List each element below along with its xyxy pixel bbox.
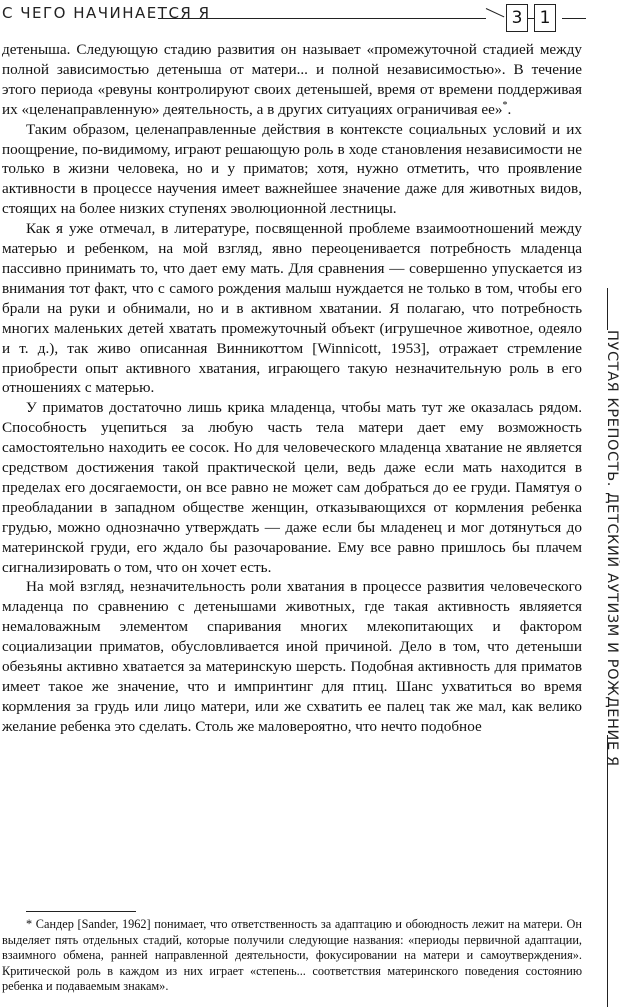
paragraph-end: . [507, 100, 512, 118]
paragraph: У приматов достаточно лишь крика младенца, чтобы мать тут же оказалась рядом. Способность уцепиться за любую часть тела матери дает ему возможность самостоятельно находить ее сосок. Но для человеческого младенца хватание не является средством достижения такой практической цели, ведь даже если мать находится в пределах его досягаемости, он все равно не может сам добраться до ее груди. Памятуя о преобладании в западном обществе женщин, отказывающихся от кормления ребенка грудью, можно однозначно утверждать — даже если бы младенец и мог дотянуться до материнской груди, его ждало бы разочарование. Ему все равно пришлось бы плачем сигнализировать о том, что он хочет есть. [2, 399, 582, 576]
footnote-marker: * [502, 99, 508, 111]
page-number-digit: 3 [506, 4, 528, 32]
header-rule [158, 18, 486, 19]
footnote-text: * Сандер [Sander, 1962] понимает, что ответственность за адаптацию и обоюдность лежит на матери. Он выделяет пять отдельных стадий, которые получили следующие названия: «периоды первичной адаптации, взаимного обмена, ранней направленной деятельности, фокусировании на матери и самоутверждения». Критической роль в каждом из них играет «степень... соответствия материнского поведения состоянию ребенка и подаваемым знакам». [2, 917, 582, 994]
paragraph-text: детеныша. Следующую стадию развития он называет «промежуточной стадией между полной зависимостью детеныша от матери... и полной независимостью». В течение этого периода «ревуны контролируют своих детенышей, время от времени поддерживая их «целенаправленную» деятельность, а в других ситуациях ограничивая ее» [2, 41, 582, 118]
paragraph: На мой взгляд, незначительность роли хватания в процессе развития человеческого младенца по сравнению с детенышами животных, где такая активность являяется немаловажным элементом спаривания многих млекопитающих и фактором социализации приматов, обусловливается иной причиной. Дело в том, что детеныши обезьяны активно хватается за материнскую шерсть. Подобная активность для приматов имеет такое же значение, что и импринтинг для птиц. Шанс ухватиться во время кормления за грудь или лицо матери, или же схватить ее палец так же мал, как велико желание ребенка это сделать. Столь же маловероятно, что нечто подобное [2, 578, 582, 735]
header-rule [562, 18, 586, 19]
running-title: С ЧЕГО НАЧИНАЕТСЯ Я [2, 4, 211, 22]
side-rule [607, 288, 608, 330]
paragraph: Как я уже отмечал, в литературе, посвященной проблеме взаимоотношений между матерью и ребенком, на мой взгляд, явно переоценивается потребность младенца пассивно принимать то, что дает ему мать. Для сравнения — совершенно упускается из внимания тот факт, что с самого рождения малыш нуждается не только в том, чтобы его брали на руки и обнимали, но и в активном хватании. Я полагаю, что потребность многих маленьких детей хватать промежуточный объект (игрушечное животное, одеяло и т. д.), так живо описанная Винникоттом [Winnicott, 1953], отражает стремление приобрести опыт активного хватания, играющего такую незначительную роль в его отношениях с матерью. [2, 220, 582, 397]
footnote-rule [26, 911, 136, 912]
side-running-title: ПУСТАЯ КРЕПОСТЬ. ДЕТСКИЙ АУТИЗМ И РОЖДЕНИЕ Я [604, 330, 620, 767]
footnote [2, 917, 582, 995]
paragraph: Таким образом, целенаправленные действия в контексте социальных условий и их поощрение, по-видимому, играют решающую роль в ходе становления независимости не только в жизни человека, но и у приматов; хотя, нужно отметить, что проявление активности в процессе научения имеет важнейшее значение даже для животных видов, стоящих на более низких ступенях эволюционной лестницы. [2, 120, 582, 218]
page-number-digit: 1 [534, 4, 556, 32]
page-number-connector [486, 8, 505, 17]
paragraph [2, 40, 582, 120]
side-rule [607, 735, 608, 1007]
body-text [2, 40, 582, 737]
